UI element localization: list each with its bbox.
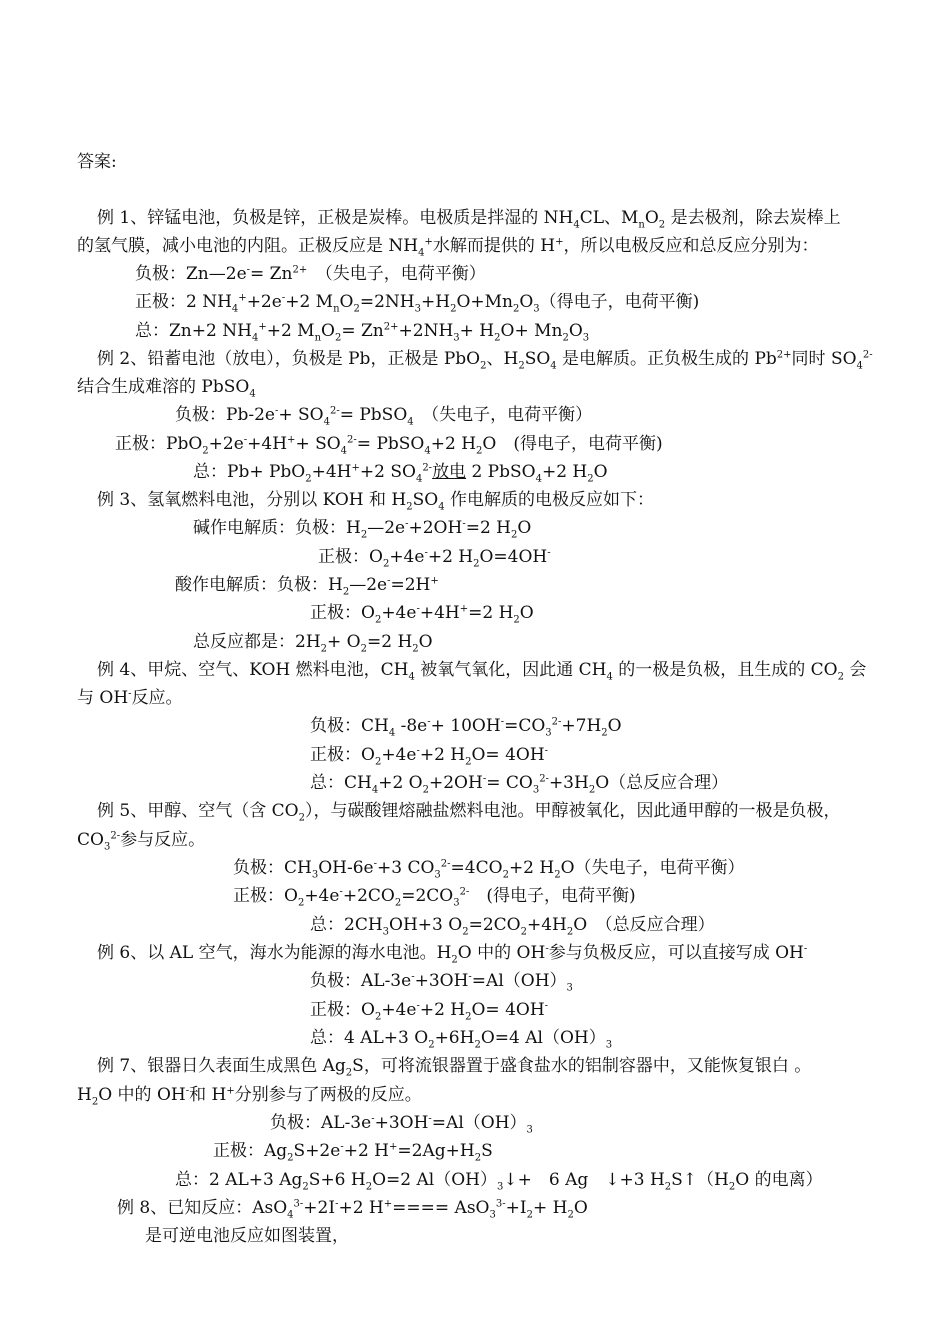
text-line: 例 8、已知反应：AsO$_4^{3-}$+2I-+2 $H^+==== AsO_3^{3-}+I_2+ H_2O$: [117, 1198, 588, 1221]
text-line: 例 7、银器日久表面生成黑色 $Ag_2S$，可将流银器置于盛食盐水的铝制容器中，又能恢复银白 。: [97, 1056, 812, 1079]
text-line: 总：$2CH_3OH+3$ $O_2=2CO_2+4H_2O$ （总反应合理）: [310, 915, 715, 938]
text-line: 总：Pb+ PbO$_2$+4H++2 $SO_4^{2-}$放电 2 PbSO$_4$+2 $H_2O$: [193, 462, 608, 485]
text-line: 正极：$O_2+4e^-+2$ $H_2O= 4OH^-$: [310, 745, 549, 768]
text-line: 碱作电解质：负极：$H_2—2e^-+2OH^-=2$ $H_2O$: [193, 518, 532, 541]
text-line: 的氢气膜，减小电池的内阻。正极反应是 $NH_4^+$水解而提供的 H+，所以电极反应和总反应分别为：: [77, 236, 819, 259]
text-line: 负极：$CH_4$ $-8e^-+ 10OH^-=CO_3^{2-}+7H_2O$: [310, 716, 622, 739]
text-line: 总：4 AL+3 $O_2+6H_2O=4$ $Al(OH)_3$: [310, 1028, 613, 1051]
text-line: 总：2 AL+3 $Ag_2S+6$ $H_2O=2$ $Al(OH)_3↓+$ 6 Ag ↓+3 $H_2S↑(H_2O$ 的电离）: [175, 1170, 823, 1193]
text-line: 正极：$PbO_2+2e^-+4H^++ SO_4^{2-}=$ PbSO$_4$+2 $H_2O$ (得电子，电荷平衡): [115, 434, 663, 457]
text-line: 结合生成难溶的 PbSO$_4$: [77, 377, 256, 400]
text-line: 负极：Zn—2e-= $Zn^{2+}$ （失电子，电荷平衡）: [135, 264, 486, 284]
text-line: 负极：$CH_3OH-6e^-+3$ $CO_3^{2-}=4CO_2+2$ $H_2O$（失电子，电荷平衡）: [233, 858, 745, 881]
text-line: 总：$CH_4+2$ $O_2+2OH^-= CO_3^{2-}+3H_2O$（总反应合理）: [310, 773, 729, 796]
text-line: 与 OH-反应。: [77, 688, 183, 708]
text-line: 酸作电解质：负极：$H_2—2e^-=2H^+$: [175, 575, 439, 598]
answer-heading: 答案:: [77, 152, 117, 172]
text-line: 例 2、铅蓄电池（放电），负极是 Pb，正极是 PbO$_2$、$H_2SO_4$ 是电解质。正负极生成的 $Pb^{2+}$同时 $SO_4^{2-}$: [97, 349, 873, 372]
text-line: 正极：2 $NH_4^++2e^-+2$ $M_nO_2=2NH_3+H_2O+Mn_2O_3$（得电子，电荷平衡): [135, 292, 700, 315]
text-line: 是可逆电池反应如图装置，: [145, 1226, 349, 1246]
text-line: 正极：$O_2+4e^-+2$ $H_2O=4OH^-$: [318, 547, 551, 570]
text-line: 总反应都是：$2H_2+ O_2=2$ $H_2O$: [193, 632, 433, 655]
text-line: 正极：$O_2+4e^-+2$ $H_2O= 4OH^-$: [310, 1000, 549, 1023]
text-line: $H_2O$ 中的 OH-和 H+分别参与了两极的反应。: [77, 1085, 422, 1108]
text-line: 例 5、甲醇、空气（含 $CO_2$），与碳酸锂熔融盐燃料电池。甲醇被氧化，因此通甲醇的一极是负极，: [97, 801, 841, 824]
text-line: 负极：$AL-3e^-+3OH^-=Al(OH)_3$: [310, 971, 573, 994]
text-line: 例 6、以 AL 空气，海水为能源的海水电池。$H_2O$ 中的 OH-参与负极反应，可以直接写成 OH-: [97, 943, 808, 966]
text-line: 例 4、甲烷、空气、KOH 燃料电池，$CH_4$ 被氧气氧化，因此通 $CH_4$ 的一极是负极，且生成的 $CO_2$ 会: [97, 660, 867, 683]
text-line: 正极：$O_2+4e^-+4H^+=2$ $H_2O$: [310, 603, 534, 626]
text-line: $CO_3^{2-}$参与反应。: [77, 830, 206, 853]
text-line: 正极：$Ag_2S+2e^-+2$ $H^+=2Ag+H_2S$: [213, 1141, 493, 1164]
text-line: 负极：$Pb-2e^-+ SO_4^{2-}=$ PbSO$_4$ （失电子，电荷平衡）: [175, 405, 593, 428]
text-line: 例 1、锌锰电池，负极是锌，正极是炭棒。电极质是拌湿的 $NH_4CL$、$M_nO_2$ 是去极剂，除去炭棒上: [97, 208, 841, 231]
text-line: 正极：$O_2+4e^-+2CO_2=2CO_3^{2-}$ (得电子，电荷平衡): [233, 886, 636, 909]
text-line: 总：Zn+2 $NH_4^++2$ $M_nO_2= Zn^{2+}+2NH_3+ H_2O+ Mn_2O_3$: [135, 321, 590, 344]
text-line: 例 3、氢氧燃料电池，分别以 KOH 和 $H_2SO_4$ 作电解质的电极反应如下：: [97, 490, 655, 513]
text-line: 负极：$AL-3e^-+3OH^-=Al(OH)_3$: [270, 1113, 533, 1136]
